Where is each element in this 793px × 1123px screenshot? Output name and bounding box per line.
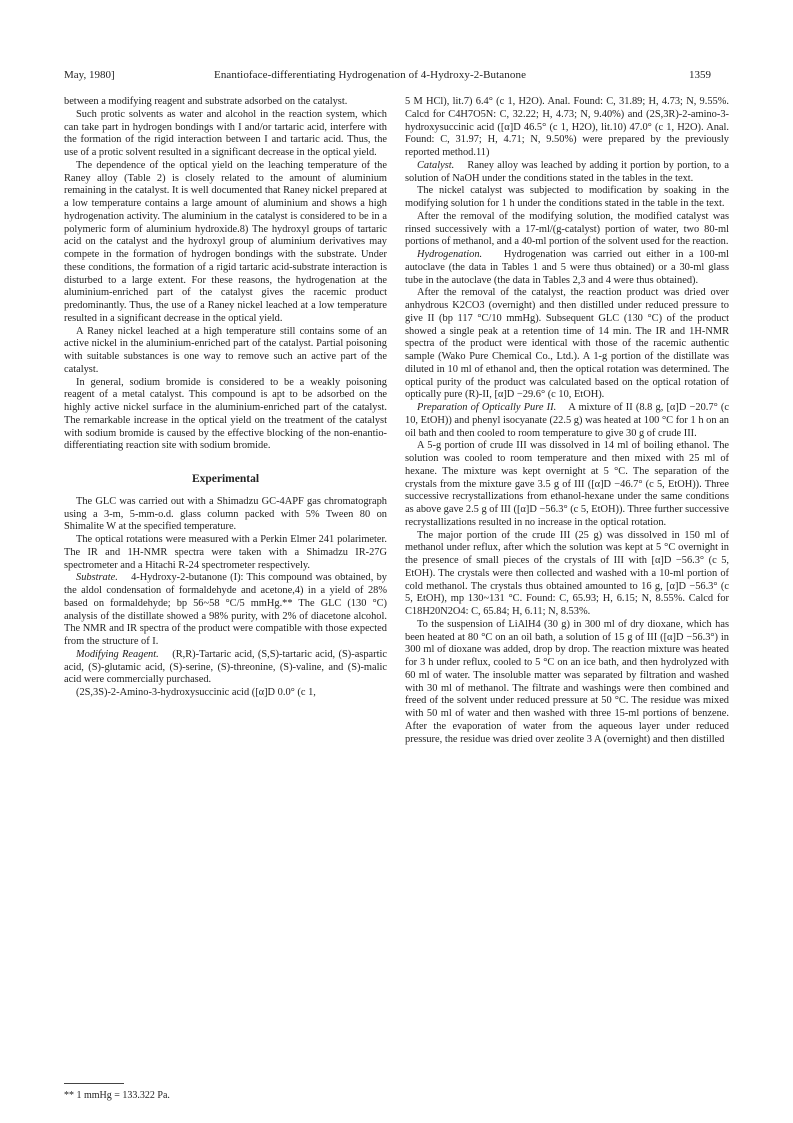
runin-heading: Preparation of Optically Pure II. bbox=[417, 402, 557, 413]
paragraph: To the suspension of LiAlH4 (30 g) in 300 ml of dry dioxane, which has been heated at 80 °C on an oil bath, a solution of 15 g of III ([α]D −56.3°) in 300 ml of dioxane was added, drop by drop. The reaction mixture was heated for 3 h under reflux, cooled to 5 °C on an ice bath, and then hydrolyzed with 60 ml of water. The insoluble matter was separated by filtration and washed with 30 ml of methanol. The filtrate and washings were then combined and freed of the solvent under reduced pressure at 50 °C. The residue was mixed with 50 ml of water and then washed with three 15-ml portions of benzene. After the evaporation of water from the aqueous layer under reduced pressure, the residue was dried over zeolite 3 A (overnight) and then distilled bbox=[405, 618, 729, 745]
paragraph-hydrogenation bbox=[405, 249, 729, 287]
header-date: May, 1980] bbox=[64, 69, 115, 81]
runin-heading: Hydrogenation. bbox=[417, 249, 483, 260]
paragraph: 5 M HCl), lit.7) 6.4° (c 1, H2O). Anal. Found: C, 31.89; H, 4.73; N, 9.55%. Calcd for C4H7O5N: C, 32.22; H, 4.73; N, 9.40%) and (2S,3R)-2-amino-3-hydroxysuccinic acid ([α]D 46.5° (c 1, H2O), lit.10) 47.0° (c 1, H2O). Anal. Found: C, 31.97; H, 4.71; N, 9.50%) were prepared by the previously reported method.11) bbox=[405, 96, 729, 158]
paragraph-body: A mixture of II (8.8 g, [α]D −20.7° (c 10, EtOH)) and phenyl isocyanate (22.5 g) was heated at 100 °C for 1 h on an oil bath and then cooled to room temperature to give 30 g of crude III. bbox=[405, 402, 729, 439]
runin-heading: Modifying Reagent. bbox=[76, 648, 159, 660]
paragraph: The major portion of the crude III (25 g) was dissolved in 150 ml of methanol under reflux, after which the solution was kept at 5 °C overnight in the presence of small pieces of the crystals of III with [α]D −56.3° (c 5, EtOH). The crystals were then collected and washed with a 10-ml portion of cold methanol. The crystals thus obtained amounted to 16 g, [α]D −56.3° (c 5, EtOH), mp 130~131 °C. Found: C, 65.93; H, 6.15; N, 8.55%. Calcd for C18H20N2O4: C, 65.84; H, 6.11; N, 8.53%. bbox=[405, 529, 729, 617]
runin-heading: Catalyst. bbox=[417, 159, 455, 171]
footnote-divider bbox=[64, 1083, 124, 1084]
header-title: Enantioface-differentiating Hydrogenation of 4-Hydroxy-2-Butanone bbox=[214, 69, 527, 81]
paragraph-substrate bbox=[64, 572, 387, 649]
section-title-experimental: Experimental bbox=[191, 473, 260, 485]
paragraph: In general, sodium bromide is considered to be a weakly poisoning reagent of a metal catalyst. This compound is apt to be adsorbed on the highly active nickel surface in the aluminium-enriched part of the catalyst. The remarkable increase in the optical yield on the treatment of the catalyst with sodium bromide is caused by the effective blocking of the non-enantio-differentiating reaction site with sodium bromide. bbox=[64, 376, 387, 452]
paragraph: The nickel catalyst was subjected to modification by soaking in the modifying solution for 1 h under the conditions stated in the table in the text. bbox=[405, 185, 729, 209]
runin-heading: Substrate. bbox=[76, 572, 118, 584]
paragraph: The dependence of the optical yield on the leaching temperature of the Raney alloy (Table 2) is closely related to the amount of aluminium remaining in the catalyst. It is well documented that Raney nickel prepared at a low temperature contains a large amount of aluminium and shows a high hydrogenation activity. The aluminium in the catalyst is considered to be in a polymeric form of aluminium hydroxide.8) The hydroxyl groups of tartaric acid on the catalyst and the hydroxyl group of aluminium derivatives may compete in the formation of hydrogen bondings with the substrate. Under these conditions, the formation of a rigid tartaric acid-substrate interaction is disturbed to a large extent. For these reasons, the hydrogenation at the aluminium-enriched part of the catalyst gives the racemic product predominantly. Thus, the use of a Raney nickel leached at a low temperature resulted in a significant decrease in the optical yield. bbox=[64, 159, 387, 324]
paragraph: After the removal of the catalyst, the reaction product was dried over anhydrous K2CO3 (overnight) and then distilled under reduced pressure to give II (bp 117 °C/10 mmHg). Subsequent GLC (130 °C) of the product showed a single peak at a retention time of 14 min. The IR and 1H-NMR spectra of the product were identical with those of the racemic authentic sample (Wako Pure Chemical Co., Ltd.). A 1-g portion of the distillate was diluted in 10 ml of ethanol and, then the optical rotation was determined. The optical purity of the product was calculated based on the optical rotation of optically pure (R)-II, [α]D −29.6° (c 10, EtOH). bbox=[405, 287, 729, 401]
left-column bbox=[64, 96, 387, 700]
paragraph-catalyst bbox=[405, 160, 729, 186]
paragraph: between a modifying reagent and substrate adsorbed on the catalyst. bbox=[64, 96, 348, 107]
paragraph: A Raney nickel leached at a high temperature still contains some of an active nickel in the aluminium-enriched part of the catalyst. Partial poisoning with suitable substances is one way to remove such an active part of the catalyst. bbox=[64, 325, 387, 375]
paragraph: The optical rotations were measured with a Perkin Elmer 241 polarimeter. The IR and 1H-NMR spectra were taken with a Shimadzu IR-27G spectrometer and a Hitachi R-24 spectrometer respectively. bbox=[64, 534, 387, 571]
running-header bbox=[64, 68, 711, 84]
paragraph: Such protic solvents as water and alcohol in the reaction system, which can take part in hydrogen bondings with I and/or tartaric acid, interfere with the formation of the rigid interaction between I and tartaric acid. Thus, the use of a protic solvent resulted in a significant decrease in the optical yield. bbox=[64, 108, 387, 158]
paragraph: After the removal of the modifying solution, the modified catalyst was rinsed successively with a 17-ml/(g-catalyst) portion of water, two 80-ml portions of methanol, and a 40-ml portion of the solvent used for the reaction. bbox=[405, 210, 729, 248]
paragraph-modifying-reagent bbox=[64, 649, 387, 687]
paragraph: A 5-g portion of crude III was dissolved in 14 ml of boiling ethanol. The solution was cooled to room temperature and then mixed with 25 ml of hexane. The mixture was kept overnight at 5 °C. The separation of the crystals from the mixture gave 3.5 g of III ([α]D −46.7° (c 5, EtOH)). Three successive recrystallizations from ethanol-hexane under the same conditions as above gave 2.5 g of III ([α]D −56.3° (c 5, EtOH)). Three further successive recrystallizations resulted in no increase in the optical rotation. bbox=[405, 440, 729, 528]
paragraph: (2S,3S)-2-Amino-3-hydroxysuccinic acid ([α]D 0.0° (c 1, bbox=[76, 687, 316, 698]
paragraph-body: 4-Hydroxy-2-butanone (I): This compound was obtained, by the aldol condensation of formaldehyde and acetone,4) in a yield of 28% based on formaldehyde; bp 56~58 °C/5 mmHg.** The GLC (130 °C) analysis of the distillate showed a 98% purity, with 2% of diacetone alcohol. The NMR and IR spectra of the product were compatible with those expected from the structure of I. bbox=[64, 572, 388, 647]
page-number: 1359 bbox=[689, 69, 711, 81]
paragraph-body: Raney alloy was leached by adding it portion by portion, to a solution of NaOH under the conditions stated in the tables in the text. bbox=[405, 159, 730, 184]
footnote: ** 1 mmHg = 133.322 Pa. bbox=[64, 1090, 170, 1101]
paragraph-body: Hydrogenation was carried out either in a 100-ml autoclave (the data in Tables 1 and 5 were thus obtained) or a 30-ml glass tube in the autoclave (the data in Tables 2,3 and 4 were thus obtained). bbox=[405, 249, 730, 286]
right-column bbox=[405, 96, 729, 746]
paragraph: The GLC was carried out with a Shimadzu GC-4APF gas chromatograph using a 3-m, 5-mm-o.d. glass column packed with 5% Tween 80 on Shimalite W at the specified temperature. bbox=[64, 495, 387, 533]
paragraph-preparation bbox=[405, 402, 729, 440]
paragraph-body: (R,R)-Tartaric acid, (S,S)-tartaric acid, (S)-aspartic acid, (S)-glutamic acid, (S)-serine, (S)-threonine, (S)-valine, and (S)-malic acid were commercially purchased. bbox=[64, 648, 388, 686]
